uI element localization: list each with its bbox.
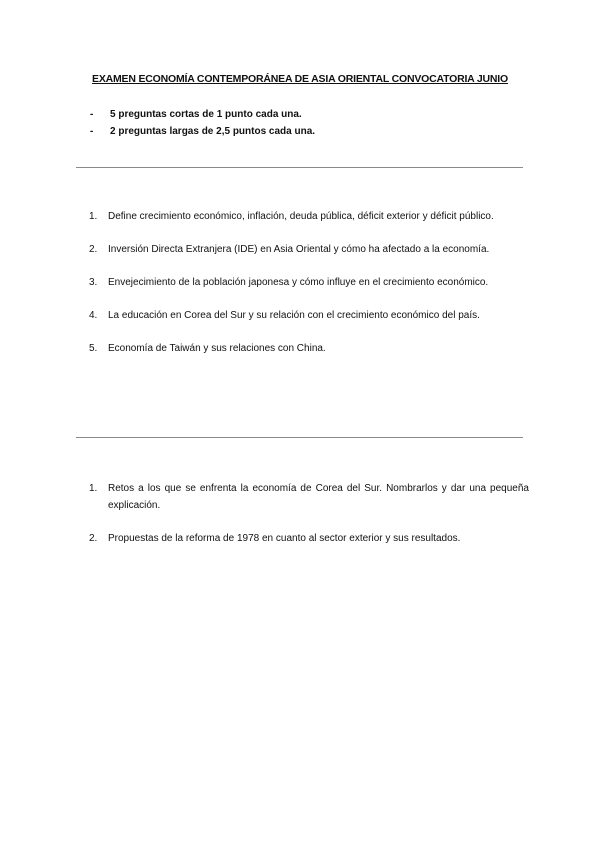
question-number: 3. [89,277,98,288]
question-number: 2. [89,533,98,544]
section-divider [76,437,523,438]
instruction-text: 5 preguntas cortas de 1 punto cada una. [110,109,302,120]
question-text: Envejecimiento de la población japonesa y cómo influye en el crecimiento económico. [108,277,489,288]
question-item [89,274,529,291]
question-item [89,480,529,514]
question-text: Retos a los que se enfrenta la economía de Corea del Sur. Nombrarlos y dar una pequeña explicación. [108,483,529,511]
question-item [89,530,529,547]
exam-title: EXAMEN ECONOMÍA CONTEMPORÁNEA DE ASIA ORIENTAL CONVOCATORIA JUNIO [92,73,508,85]
question-text: Inversión Directa Extranjera (IDE) en Asia Oriental y cómo ha afectado a la economía. [108,244,490,255]
bullet-dash: - [90,109,94,120]
question-number: 4. [89,310,98,321]
instruction-item [90,123,530,140]
question-number: 2. [89,244,98,255]
question-number: 1. [89,483,98,494]
exam-instructions [90,106,530,140]
question-item [89,241,529,258]
question-item [89,208,529,225]
short-questions-list [89,208,529,373]
instruction-item [90,106,530,123]
question-item [89,340,529,357]
question-number: 1. [89,211,98,222]
question-text: Propuestas de la reforma de 1978 en cuanto al sector exterior y sus resultados. [108,533,461,544]
long-questions-list [89,480,529,563]
question-text: La educación en Corea del Sur y su relación con el crecimiento económico del país. [108,310,480,321]
question-text: Economía de Taiwán y sus relaciones con China. [108,343,326,354]
question-text: Define crecimiento económico, inflación, deuda pública, déficit exterior y déficit público. [108,211,494,222]
section-divider [76,167,523,168]
question-number: 5. [89,343,98,354]
instruction-text: 2 preguntas largas de 2,5 puntos cada una. [110,126,316,137]
question-item [89,307,529,324]
bullet-dash: - [90,126,94,137]
